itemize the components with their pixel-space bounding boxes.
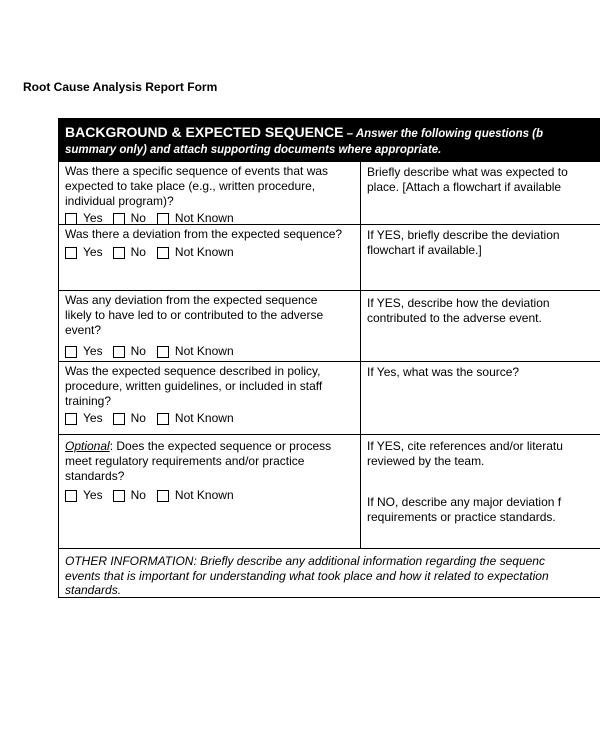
no-checkbox[interactable]: No bbox=[113, 488, 146, 503]
yes-checkbox[interactable]: Yes bbox=[65, 488, 103, 503]
question-cell: Optional: Does the expected sequence or process meet regulatory requirements and/or practice standards? Yes No Not Known bbox=[59, 435, 361, 548]
answer-options bbox=[65, 244, 356, 261]
table-row bbox=[59, 224, 600, 290]
no-checkbox[interactable]: No bbox=[113, 344, 146, 359]
question-cell: Was the expected sequence described in policy, procedure, written guidelines, or included in staff training? Yes No Not Known bbox=[59, 362, 361, 434]
question-cell: Was there a deviation from the expected sequence? Yes No Not Known bbox=[59, 225, 361, 290]
table-row bbox=[59, 161, 600, 224]
not-known-checkbox[interactable]: Not Known bbox=[157, 488, 234, 503]
not-known-checkbox[interactable]: Not Known bbox=[157, 245, 234, 260]
section-header: BACKGROUND & EXPECTED SEQUENCE – Answer the following questions (b summary only) and attach supporting documents where appropriate. bbox=[59, 119, 600, 161]
answer-cell[interactable]: Briefly describe what was expected to place. [Attach a flowchart if available bbox=[367, 165, 568, 194]
no-checkbox[interactable]: No bbox=[113, 411, 146, 426]
section-heading: BACKGROUND & EXPECTED SEQUENCE bbox=[65, 124, 344, 140]
yes-checkbox[interactable]: Yes bbox=[65, 411, 103, 426]
section-instructions-line-1: Answer the following questions (b bbox=[355, 128, 544, 140]
table-row bbox=[59, 290, 600, 361]
yes-checkbox[interactable]: Yes bbox=[65, 211, 103, 226]
table-row bbox=[59, 434, 600, 548]
answer-cell[interactable]: If Yes, what was the source? bbox=[367, 365, 520, 379]
question-cell: Was there a specific sequence of events that was expected to take place (e.g., written procedure, individual program)? Yes No Not Known bbox=[59, 162, 361, 224]
other-information-cell[interactable]: OTHER INFORMATION: Briefly describe any additional information regarding the sequenc events that is important for understanding what took place and how it related to expectation standards. bbox=[59, 548, 600, 597]
no-checkbox[interactable]: No bbox=[113, 245, 146, 260]
answer-cell[interactable]: If YES, describe how the deviation contributed to the adverse event. bbox=[367, 296, 550, 325]
answer-cell[interactable]: If YES, briefly describe the deviation flowchart if available.] bbox=[367, 228, 560, 257]
answer-cell[interactable]: If YES, cite references and/or literatu reviewed by the team. If NO, describe any major deviation f requirements or practice standards. bbox=[367, 439, 563, 524]
answer-options bbox=[65, 487, 356, 504]
rca-form-table bbox=[58, 118, 600, 598]
answer-options bbox=[65, 343, 356, 360]
yes-checkbox[interactable]: Yes bbox=[65, 245, 103, 260]
question-cell: Was any deviation from the expected sequence likely to have led to or contributed to the adverse event? Yes No Not Known bbox=[59, 291, 361, 361]
document-title: Root Cause Analysis Report Form bbox=[23, 80, 218, 94]
not-known-checkbox[interactable]: Not Known bbox=[157, 211, 234, 226]
answer-options bbox=[65, 410, 356, 427]
table-row bbox=[59, 361, 600, 434]
no-checkbox[interactable]: No bbox=[113, 211, 146, 226]
not-known-checkbox[interactable]: Not Known bbox=[157, 411, 234, 426]
section-instructions-line-2: summary only) and attach supporting documents where appropriate. bbox=[65, 144, 442, 156]
yes-checkbox[interactable]: Yes bbox=[65, 344, 103, 359]
optional-label: Optional bbox=[65, 439, 110, 453]
not-known-checkbox[interactable]: Not Known bbox=[157, 344, 234, 359]
